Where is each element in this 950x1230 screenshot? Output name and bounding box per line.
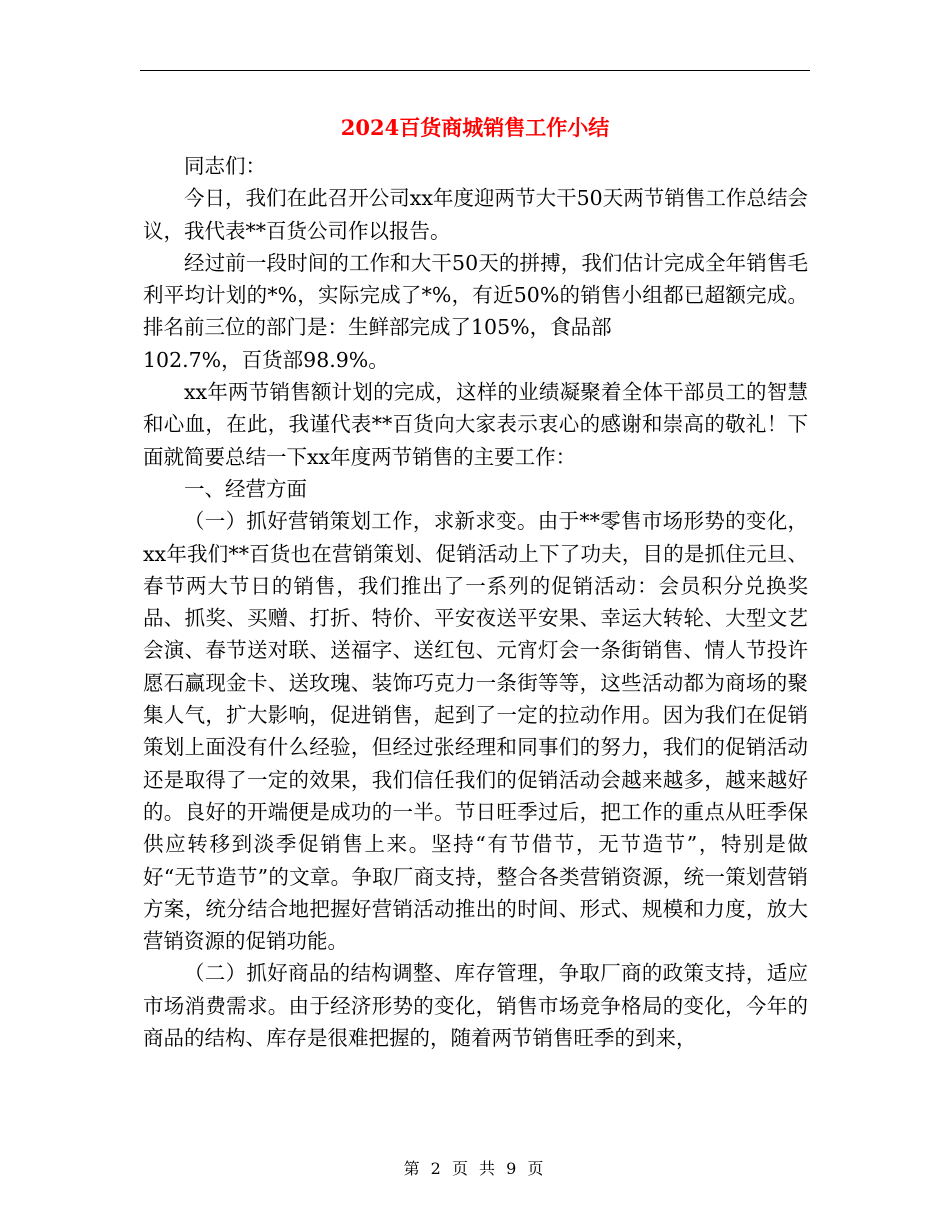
document-body [143, 150, 808, 1054]
paragraph-thanks: xx年两节销售额计划的完成，这样的业绩凝聚着全体干部员工的智慧和心血，在此，我谨代表**百货向大家表示衷心的感谢和崇高的敬礼！下面就简要总结一下xx年度两节销售的主要工作： [143, 380, 808, 469]
paragraph-structure: （二）抓好商品的结构调整、库存管理，争取厂商的政策支持，适应市场消费需求。由于经济形势的变化，销售市场竞争格局的变化，今年的商品的结构、库存是很难把握的，随着两节销售旺季的到来， [143, 961, 808, 1051]
paragraph-intro: 今日，我们在此召开公司xx年度迎两节大干50天两节销售工作总结会议，我代表**百货公司作以报告。 [143, 186, 808, 243]
paragraph-salutation: 同志们： [184, 154, 266, 178]
paragraph-results: 经过前一段时间的工作和大干50天的拼搏，我们估计完成全年销售毛利平均计划的*%，实际完成了*%，有近50%的销售小组都已超额完成。排名前三位的部门是：生鲜部完成了105%，食品部 [143, 250, 808, 340]
document-title: 2024百货商城销售工作小结 [340, 115, 610, 140]
section-heading-operations: 一、经营方面 [184, 476, 307, 501]
header-rule [140, 70, 810, 71]
paragraph-results-continued: 102.7%，百货部98.9%。 [143, 347, 389, 372]
paragraph-marketing: （一）抓好营销策划工作，求新求变。由于**零售市场形势的变化，xx年我们**百货也在营销策划、促销活动上下了功夫，目的是抓住元旦、春节两大节日的销售，我们推出了一系列的促销活动：会员积分兑换奖品、抓奖、买赠、打折、特价、平安夜送平安果、幸运大转轮、大型文艺会演、春节送对联、送福字、送红包、元宵灯会一条街销售、情人节投许愿石赢现金卡、送玫瑰、装饰巧克力一条街等等，这些活动都为商场的聚集人气，扩大影响，促进销售，起到了一定的拉动作用。因为我们在促销策划上面没有什么经验，但经过张经理和同事们的努力，我们的促销活动还是取得了一定的效果，我们信任我们的促销活动会越来越多，越来越好的。良好的开端便是成功的一半。节日旺季过后，把工作的重点从旺季保供应转移到淡季促销售上来。坚持“有节借节，无节造节”，特别是做好“无节造节”的文章。争取厂商支持，整合各类营销资源，统一策划营销方案，统分结合地把握好营销活动推出的时间、形式、规模和力度，放大营销资源的促销功能。 [143, 509, 808, 954]
page-footer: 第 2 页 共 9 页 [403, 1159, 547, 1178]
